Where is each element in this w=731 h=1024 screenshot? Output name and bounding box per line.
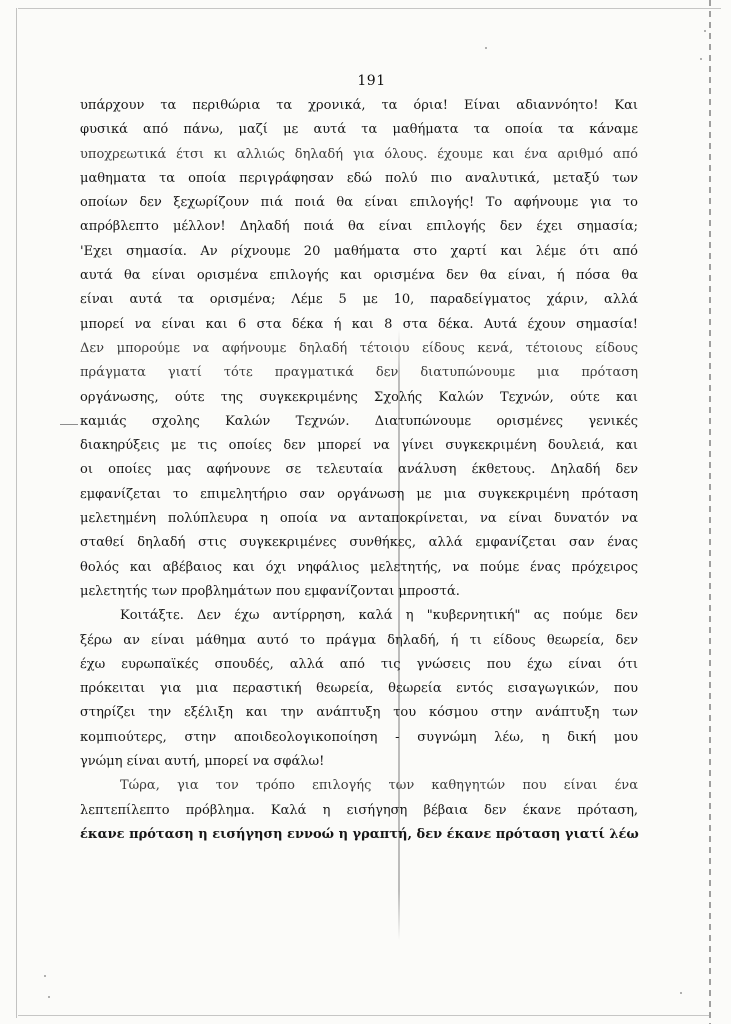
text-line: ξέρω αν είναι μάθημα αυτό το πράγμα δηλαδή, ή τι είδους θεωρεία, δεν [80,632,638,648]
text-line: έχω ευρωπαϊκές σπουδές, αλλά από τις γνώσεις που έχω είναι ότι [80,656,638,672]
text-line: 'Εχει σημασία. Αν ρίχνουμε 20 μαθήματα στο χαρτί και λέμε ότι από [80,243,638,259]
scan-speck [680,992,682,994]
scan-speck [704,30,706,32]
text-line: Δεν μπορούμε να αφήνουμε δηλαδή τέτοιου είδους κενά, τέτοιους είδους [80,340,638,356]
text-line: υπάρχουν τα περιθώρια τα χρονικά, τα όρια! Είναι αδιαννόητο! Και [80,98,638,113]
scan-edge-left [16,8,17,1018]
text-line: οργάνωσης, ούτε της συγκεκριμένης Σχολής Καλών Τεχνών, ούτε και [80,389,638,405]
text-line: Κοιτάξτε. Δεν έχω αντίρρηση, καλά η "κυβερνητική" ας πούμε δεν [120,608,638,624]
text-line: απρόβλεπτο μέλλον! Δηλαδή ποιά θα είναι επιλογής δεν έχει σημασία; [80,219,638,235]
text-line: στηρίζει την εξέλιξη και την ανάπτυξη του κόσμου στην ανάπτυξη των [80,705,638,721]
text-line: μελετημένη πολύπλευρα η οποία να ανταποκρίνεται, να είναι δυνατόν να [80,511,638,527]
page-number: 191 [357,73,386,89]
text-line: φυσικά από πάνω, μαζί με αυτά τα μαθήματα τα οποία τα κάναμε [80,122,638,138]
scan-edge-bottom [18,1015,709,1016]
text-line: αυτά θα είναι ορισμένα επιλογής και ορισμένα δεν θα είναι, ή πόσα θα [80,268,638,284]
scan-speck [700,58,702,60]
margin-tick-mark [60,424,78,425]
text-line: θολός και αβέβαιος και όχι νηφάλιος μελετητής, να πούμε ένας πρόχειρος [80,559,638,575]
body-text [80,94,638,847]
text-line: μαθηματα τα οποία περιγράφησαν εδώ πολύ πιο αναλυτικά, μεταξύ των [80,170,638,186]
text-line: διακηρύξεις με τις οποίες δεν μπορεί να γίνει συγκεκριμένη δουλειά, και [80,438,638,454]
scan-edge-top [18,8,721,9]
text-line: οι οποίες μας αφήνουνε σε τελευταία ανάλυση έκθετους. Δηλαδή δεν [80,462,638,478]
scan-edge-right [709,0,711,1024]
scan-speck [44,975,46,977]
scan-speck [485,47,487,49]
text-line: υποχρεωτικά έτσι κι αλλιώς δηλαδή για όλους. έχουμε και ένα αριθμό από [80,146,638,162]
text-line: έκανε πρόταση η εισήγηση εννοώ η γραπτή, δεν έκανε πρόταση γιατί λέω [80,826,639,842]
text-line: γνώμη είναι αυτή, μπορεί να σφάλω! [80,754,325,770]
text-line: κομπιούτερς, στην αποιδεολογικοποίηση - συγνώμη λέω, η δική μου [80,729,638,745]
text-line: πράγματα γιατί τότε πραγματικά δεν διατυπώνουμε μια πρόταση [80,365,638,381]
text-line: μπορεί να είναι και 6 στα δέκα ή και 8 στα δέκα. Αυτά έχουν σημασία! [80,316,638,332]
text-line: λεπτεπίλεπτο πρόβλημα. Καλά η εισήγηση βέβαια δεν έκανε πρόταση, [80,802,638,818]
scan-speck [48,996,50,998]
text-line: σταθεί δηλαδή στις συγκεκριμένες συνθήκες, αλλά εμφανίζεται σαν ένας [80,535,638,551]
text-line: μελετητής των προβλημάτων που εμφανίζονται μπροστά. [80,583,460,599]
text-line: Τώρα, για τον τρόπο επιλογής των καθηγητών που είναι ένα [120,778,638,794]
text-line: πρόκειται για μια περαστική θεωρεία, θεωρεία εντός εισαγωγικών, που [80,681,638,697]
text-line: είναι αυτά τα ορισμένα; Λέμε 5 με 10, παραδείγματος χάριν, αλλά [80,292,638,308]
text-line: εμφανίζεται το επιμελητήριο σαν οργάνωση με μια συγκεκριμένη πρόταση [80,486,638,502]
text-line: καμιάς σχολης Καλών Τεχνών. Διατυπώνουμε ορισμένες γενικές [80,413,638,429]
text-line: οποίων δεν ξεχωρίζουν πιά ποιά θα είναι επιλογής! Το αφήνουμε για το [80,195,638,211]
